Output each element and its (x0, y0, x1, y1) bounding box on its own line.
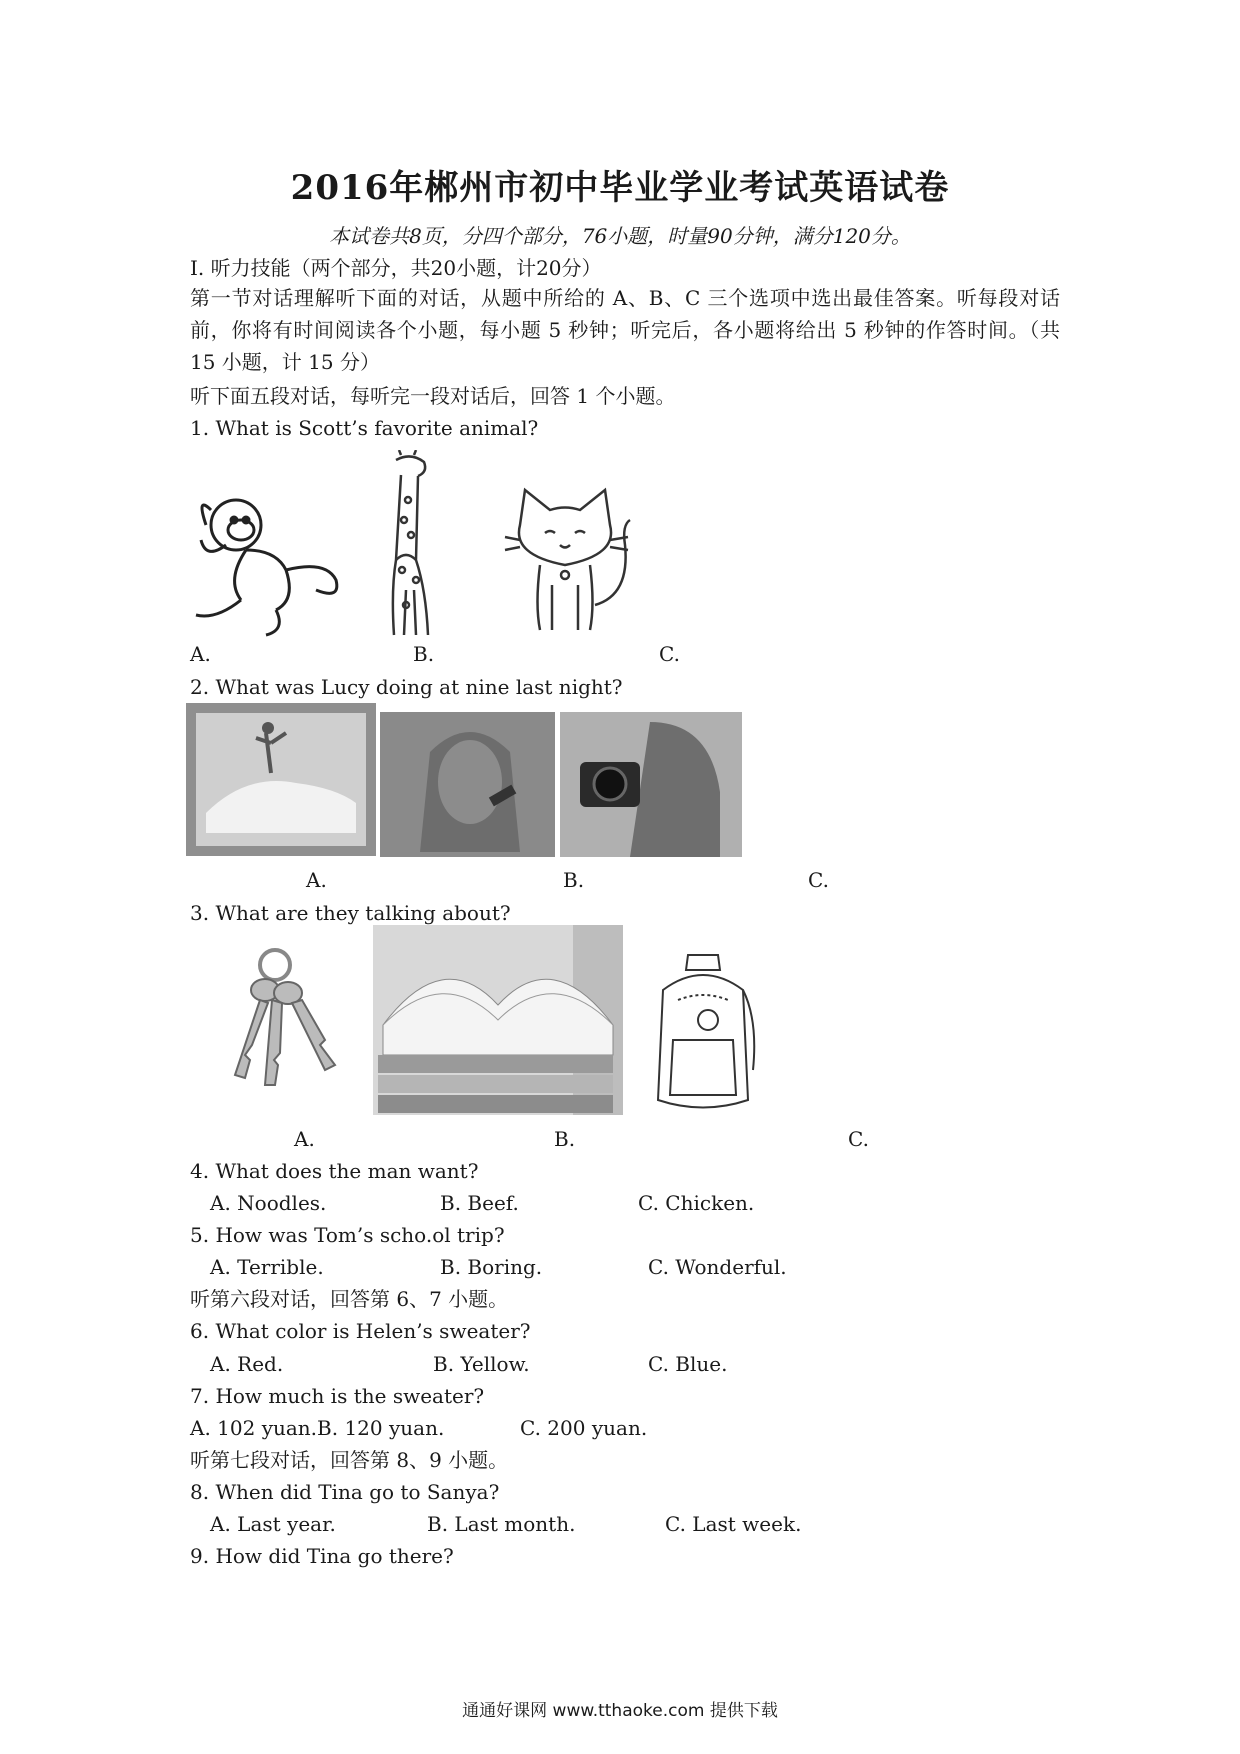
q8-option-c: C. Last week. (665, 1512, 802, 1536)
q2-stem: 2. What was Lucy doing at nine last night? (190, 675, 623, 699)
q4-option-b: B. Beef. (440, 1191, 519, 1215)
q4-stem: 4. What does the man want? (190, 1159, 479, 1183)
q1-option-a: A. (190, 642, 211, 666)
page-footer: 通通好课网 www.tthaoke.com 提供下载 (462, 1701, 778, 1721)
q6-option-c: C. Blue. (648, 1352, 728, 1376)
q9-stem: 9. How did Tina go there? (190, 1544, 454, 1568)
photo-dancing (186, 703, 376, 856)
q5-stem: 5. How was Tom’s scho.ol trip? (190, 1223, 505, 1247)
q5-option-c: C. Wonderful. (648, 1255, 787, 1279)
backpack-icon (648, 950, 758, 1115)
note-five-dialogues: 听下面五段对话，每听完一段对话后，回答 1 个小题。 (190, 384, 676, 408)
q5-option-b: B. Boring. (440, 1255, 543, 1279)
dancing-image (186, 703, 376, 856)
exam-subtitle: 本试卷共8页，分四个部分，76小题，时量90分钟，满分120分。 (329, 224, 911, 248)
camera-image (560, 712, 742, 857)
q7-stem: 7. How much is the sweater? (190, 1384, 485, 1408)
q6-option-b: B. Yellow. (433, 1352, 530, 1376)
section-heading: I. 听力技能（两个部分，共20小题，计20分） (190, 256, 602, 280)
note-seventh-dialogue: 听第七段对话，回答第 8、9 小题。 (190, 1448, 509, 1472)
books-icon (373, 925, 623, 1115)
q8-stem: 8. When did Tina go to Sanya? (190, 1480, 500, 1504)
q2-option-a: A. (306, 868, 327, 892)
photo-singing (380, 712, 555, 857)
q7-option-c: C. 200 yuan. (520, 1416, 648, 1440)
q8-option-b: B. Last month. (427, 1512, 576, 1536)
books-image (373, 925, 623, 1115)
giraffe-icon (356, 450, 466, 640)
q3-option-b: B. (554, 1127, 576, 1151)
q1-stem: 1. What is Scott’s favorite animal? (190, 416, 539, 440)
monkey-icon (186, 490, 346, 640)
q1-option-b: B. (413, 642, 435, 666)
photo-camera (560, 712, 742, 857)
q2-option-b: B. (563, 868, 585, 892)
q6-option-a: A. Red. (210, 1352, 284, 1376)
q2-option-c: C. (808, 868, 829, 892)
q8-option-a: A. Last year. (210, 1512, 336, 1536)
cat-icon (500, 485, 650, 635)
q1-option-c: C. (659, 642, 680, 666)
singing-image (380, 712, 555, 857)
q4-option-c: C. Chicken. (638, 1191, 755, 1215)
q3-stem: 3. What are they talking about? (190, 901, 511, 925)
keys-icon (210, 945, 350, 1095)
instructions: 第一节对话理解听下面的对话，从题中所给的 A、B、C 三个选项中选出最佳答案。听每段对话前，你将有时间阅读各个小题，每小题 5 秒钟；听完后，各小题将给出 5 秒钟的作答时间。（共 15 小题，计 15 分） (190, 286, 1060, 374)
q6-stem: 6. What color is Helen’s sweater? (190, 1319, 531, 1343)
q5-option-a: A. Terrible. (210, 1255, 324, 1279)
exam-title: 2016年郴州市初中毕业学业考试英语试卷 (290, 168, 950, 208)
q4-option-a: A. Noodles. (210, 1191, 327, 1215)
q3-option-a: A. (294, 1127, 315, 1151)
q7-option-ab: A. 102 yuan.B. 120 yuan. (190, 1416, 445, 1440)
note-sixth-dialogue: 听第六段对话，回答第 6、7 小题。 (190, 1287, 509, 1311)
q3-option-c: C. (848, 1127, 869, 1151)
